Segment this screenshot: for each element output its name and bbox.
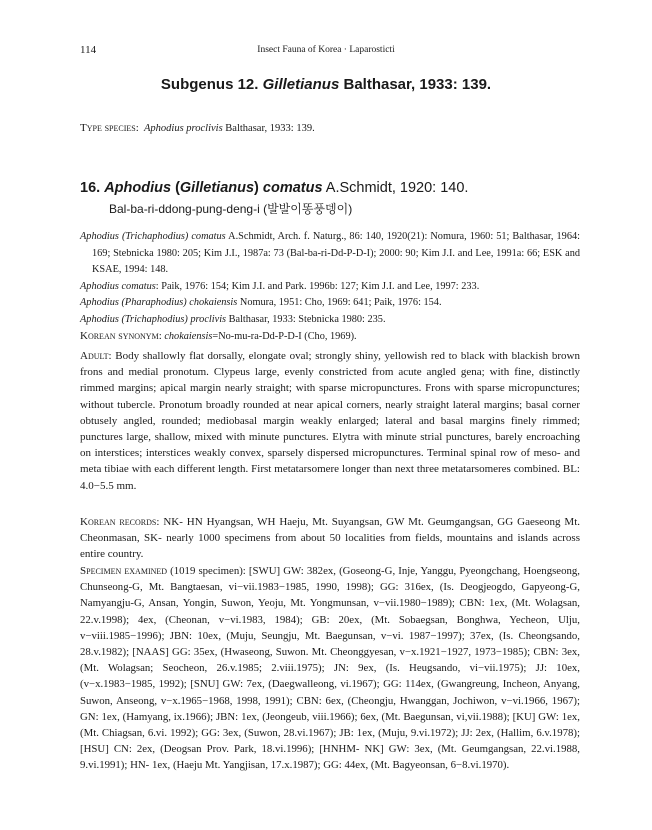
adult-label: Adult: — [80, 350, 112, 362]
subgenus-suffix: Balthasar, 1933: 139. — [339, 76, 492, 93]
subgenus-prefix: Subgenus 12. — [160, 76, 263, 93]
synonym-entry — [80, 312, 580, 329]
synonym-entry — [80, 295, 580, 312]
synonym-name: Aphodius (Pharaphodius) chokaiensis — [80, 297, 238, 308]
species-author: A.Schmidt, 1920: 140. — [322, 180, 469, 196]
species-genus: Aphodius — [104, 180, 172, 196]
korean-records-text: NK- HN Hyangsan, WH Haeju, Mt. Suyangsan, GW Mt. Geumgangsan, GG Gaeseong Mt. Cheonmasan, SK- nearly 1000 specimens from about 50 localities from fields, mountains and islands across entire country. — [80, 516, 581, 561]
korean-records-label: Korean records: — [80, 516, 160, 528]
korean-synonym-text: =No-mu-ra-Dd-P-D-I (Cho, 1969). — [212, 331, 357, 342]
specimen-examined — [80, 563, 580, 774]
species-number: 16. — [80, 180, 105, 196]
synonym-name: Aphodius (Trichaphodius) comatus — [80, 231, 226, 242]
synonymy-list — [80, 229, 580, 346]
type-species-label: Type species: — [80, 122, 139, 134]
korean-synonym-name: chokaiensis — [164, 331, 213, 342]
species-epithet: comatus — [262, 180, 323, 196]
running-header: Insect Fauna of Korea · Laparosticti — [257, 45, 395, 55]
type-species — [80, 120, 580, 137]
species-paren-close: ) — [254, 180, 263, 196]
synonym-name: Aphodius (Trichaphodius) proclivis — [80, 313, 227, 325]
synonym-refs: Balthasar, 1933: Stebnicka 1980: 235. — [226, 313, 386, 325]
korean-records — [80, 514, 580, 563]
species-heading — [80, 180, 468, 196]
page-number: 114 — [80, 44, 97, 56]
synonym-entry — [80, 279, 580, 296]
synonym-refs: : Paik, 1976: 154; Kim J.I. and Park. 1996b: 127; Kim J.I. and Lee, 1997: 233. — [155, 280, 480, 292]
synonym-name: Aphodius comatus — [80, 280, 156, 292]
species-subgenus: Gilletianus — [179, 180, 255, 196]
adult-text: Body shallowly flat dorsally, elongate oval; strongly shiny, yellowish red to black with blackish brown frons and medial pronotum. Clypeus large, evenly constricted from acute angled gena; with fine, distinctly rimmed margins; apical margin nearly straight; with sparse micropunctures. Frons with sparse micropunctures; without tubercle. Pronotum broadly rounded at near apical corners, nearly straight lateral margins; basal corner obtusely angled, rounded; mediobasal margin weakly enlarged; lateral and basal margins finely rimmed; punctures large, shallow, mixed with minute punctures. Elytra with minute strial punctures, barely encroaching on interstices; interstices weakly convex, sparsely dispersed micropunctures. Terminal spinal row of meso- and meta tibiae with each different length. First metatarsomere longer than next three metatarsomeres combined. BL: 4.0−5.5 mm. — [80, 350, 580, 492]
synonym-refs: A.Schmidt, Arch. f. Naturg., 86: 140, 1920(21): Nomura, 1960: 51; Balthasar, 1964: 169; Stebnicka 1980: 205; Kim J.I., 1987a: 73 (Bal-ba-ri-Dd-P-D-I); 2000: 90; Kim J.I. and Lee, 1991a: 66; ESK and KSAE, 1994: 148. — [92, 231, 580, 275]
type-species-ref: Balthasar, 1933: 139. — [222, 123, 315, 134]
synonym-entry — [80, 229, 580, 279]
adult-description — [80, 348, 580, 494]
korean-synonym — [80, 328, 580, 346]
species-romanization: Bal-ba-ri-ddong-pung-deng-i (발발이똥풍뎅이) — [109, 202, 353, 216]
type-species-name: Aphodius proclivis — [144, 123, 223, 134]
species-paren-open: ( — [171, 180, 180, 196]
synonym-refs: Nomura, 1951: Cho, 1969: 641; Paik, 1976: 154. — [237, 297, 442, 308]
specimen-examined-label: Specimen examined — [80, 565, 168, 577]
specimen-examined-text: (1019 specimen): [SWU] GW: 382ex, (Goseong-G, Inje, Yanggu, Pyeongchang, Hoengseong, Chunseong-G, Mt. Bangtaesan, vi−vii.1983−1985, 1990, 1998); GG: 316ex, (Is. Deogjeogdo, Gapyeong-G, Namyangju-G, Ansan, Yongin, Suwon, Yeoju, Mt. Yongmunsan, v−vii.1980−1989); CBN: 1ex, (Mt. Wolagsan, 22.v.1998); 4ex, (Cheonan, v−vi.1983, 1984); GB: 20ex, (Mt. Sobaegsan, Bonghwa, Yecheon, Ulju, v−viii.1985−1996); JBN: 10ex, (Muju, Seungju, Mt. Baegunsan, v−vi. 1987−1997); 37ex, (Is. Cheongsando, 28.v.1982); [NAAS] GG: 35ex, (Hwaseong, Suwon. Mt. Cheonggyesan, v−x.1921−1927, 1973−1985); CBN: 3ex, (Mt. Wolagsan; Seocheon, 26.v.1985; 2.viii.1975); JN: 9ex, (Is. Heugsando, vi−vii.1975); JJ: 10ex, (v−x.1983−1985, 1992); [SNU] GW: 7ex, (Daegwalleong, vi.1967); GG: 114ex, (Gwangreung, Incheon, Anyang, Suwon, Anseong, v−x.1965−1968, 1998, 1991); CBN: 6ex, (Cheongju, Hwanggan, Jochiwon, v−vi.1966, 1967); GN: 1ex, (Hamyang, ix.1966); JBN: 1ex, (Jeongeub, viii.1966); 6ex, (Mt. Baegunsan, vi,vii.1988); [KU] GW: 1ex, (Mt. Chiagsan, 6.vi. 1992); GG: 3ex, (Suwon, 28.vi.1967); JB: 1ex, (Muju, 9.vi.1972); JJ: 2ex, (Hallim, 6.v.1978); [HSU] CN: 2ex, (Deogsan Prov. Park, 18.vi.1996); [HNHM- NK] GW: 3ex, (Mt. Geumgangsan, 22.vi.1988, 9.vi.1991); HN- 1ex, (Haeju Mt. Yangjisan, 17.x.1987); GG: 44ex, (Mt. Bagyeonsan, 6−8.vi.1970). — [80, 565, 580, 772]
subgenus-heading — [0, 76, 652, 93]
korean-synonym-label: Korean synonym: — [80, 330, 162, 342]
subgenus-name: Gilletianus — [262, 76, 340, 93]
